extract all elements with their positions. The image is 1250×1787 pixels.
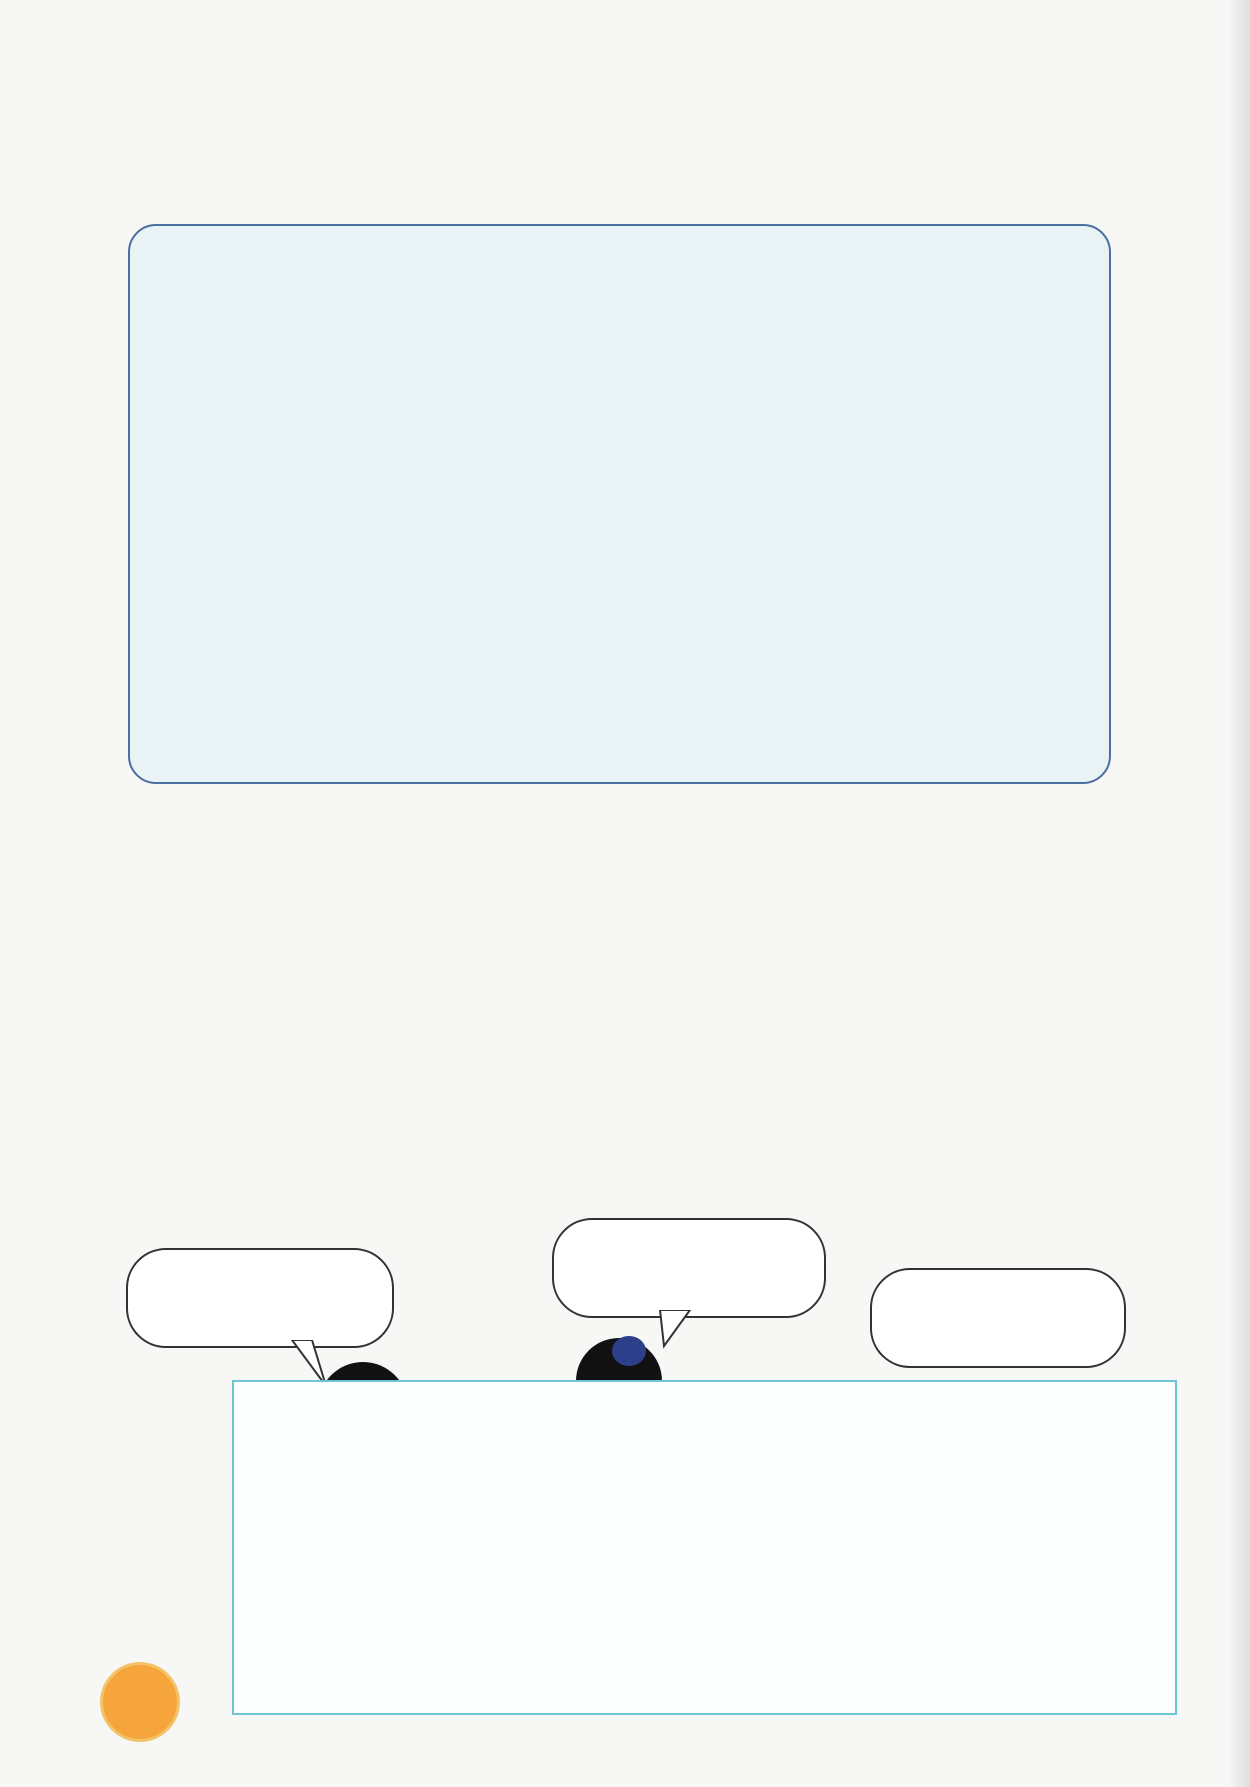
- page-number-badge: [100, 1662, 180, 1742]
- speech-bubble-2: [552, 1218, 826, 1318]
- page-edge: [1230, 0, 1250, 1787]
- bar-chart: [130, 226, 1113, 786]
- hair-accessory-illustration: [612, 1336, 646, 1366]
- speech-bubble-1: [126, 1248, 394, 1348]
- chart-panel: [128, 224, 1111, 784]
- speech-bubble-3: [870, 1268, 1126, 1368]
- solution-hint-box: [232, 1380, 1177, 1715]
- bubble-2-tail: [650, 1310, 700, 1350]
